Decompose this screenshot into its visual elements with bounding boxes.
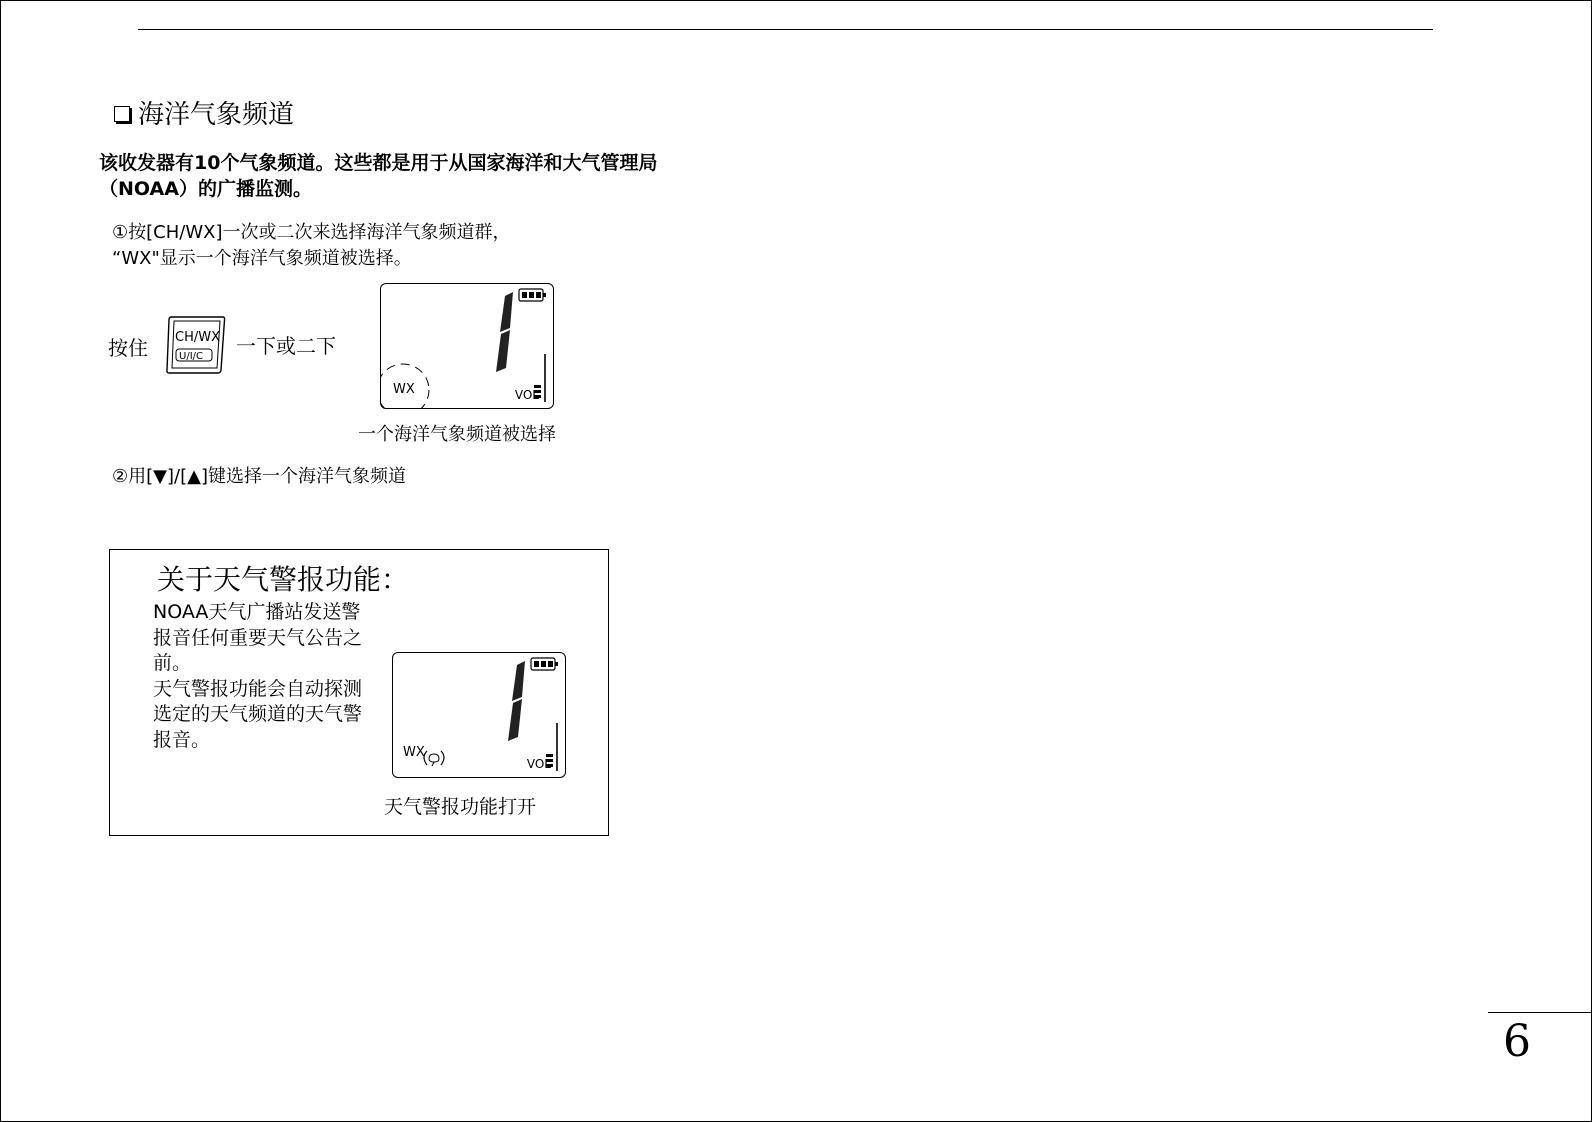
info-box-line: 选定的天气频道的天气警 xyxy=(153,703,363,725)
top-rule xyxy=(138,29,1433,30)
info-box-line: 报音。 xyxy=(153,728,211,751)
info-box-line: NOAA天气广播站发送警 xyxy=(153,601,361,623)
step-1 xyxy=(112,220,510,272)
section-title: 海洋气象频道 xyxy=(138,100,295,130)
intro-paragraph xyxy=(99,150,657,202)
intro-line-2: （NOAA）的广播监测。 xyxy=(99,178,312,200)
info-box-line: 报音任何重要天气公告之 xyxy=(153,626,363,649)
step-1-line-2: “WX"显示一个海洋气象频道被选择。 xyxy=(112,248,412,269)
lcd-display-wx-selected xyxy=(380,283,554,409)
checkbox-bullet-icon xyxy=(114,106,130,122)
info-box-line: 前。 xyxy=(153,652,192,674)
lcd-display-weather-alert xyxy=(392,652,566,778)
section-heading xyxy=(114,94,294,131)
lcd-vol-indicator: VOL xyxy=(526,757,551,771)
press-label: 按住 xyxy=(108,336,148,360)
press-count-label: 一下或二下 xyxy=(236,334,336,358)
step-1-line-1: ①按[CH/WX]一次或二次来选择海洋气象频道群， xyxy=(112,222,511,243)
info-box-title: 关于天气警报功能： xyxy=(157,563,410,596)
lcd-vol-indicator: VOL xyxy=(514,388,539,402)
page-number: 6 xyxy=(1503,1016,1531,1067)
step-2: ②用[▼]/[▲]键选择一个海洋气象频道 xyxy=(112,466,406,487)
lcd-wx-indicator: WX xyxy=(403,745,425,760)
ch-wx-key-icon xyxy=(165,314,227,376)
key-top-label: CH/WX xyxy=(175,330,220,345)
key-bottom-label: U/I/C xyxy=(179,351,203,362)
lcd-wx-indicator: WX xyxy=(393,382,415,397)
page-number-rule xyxy=(1488,1012,1592,1013)
intro-line-1: 该收发器有10个气象频道。这些都是用于从国家海洋和大气管理局 xyxy=(99,152,658,174)
info-box-body xyxy=(153,600,383,753)
info-box-caption: 天气警报功能打开 xyxy=(384,796,537,818)
lcd-caption: 一个海洋气象频道被选择 xyxy=(358,424,556,445)
info-box-line: 天气警报功能会自动探测 xyxy=(153,677,363,700)
